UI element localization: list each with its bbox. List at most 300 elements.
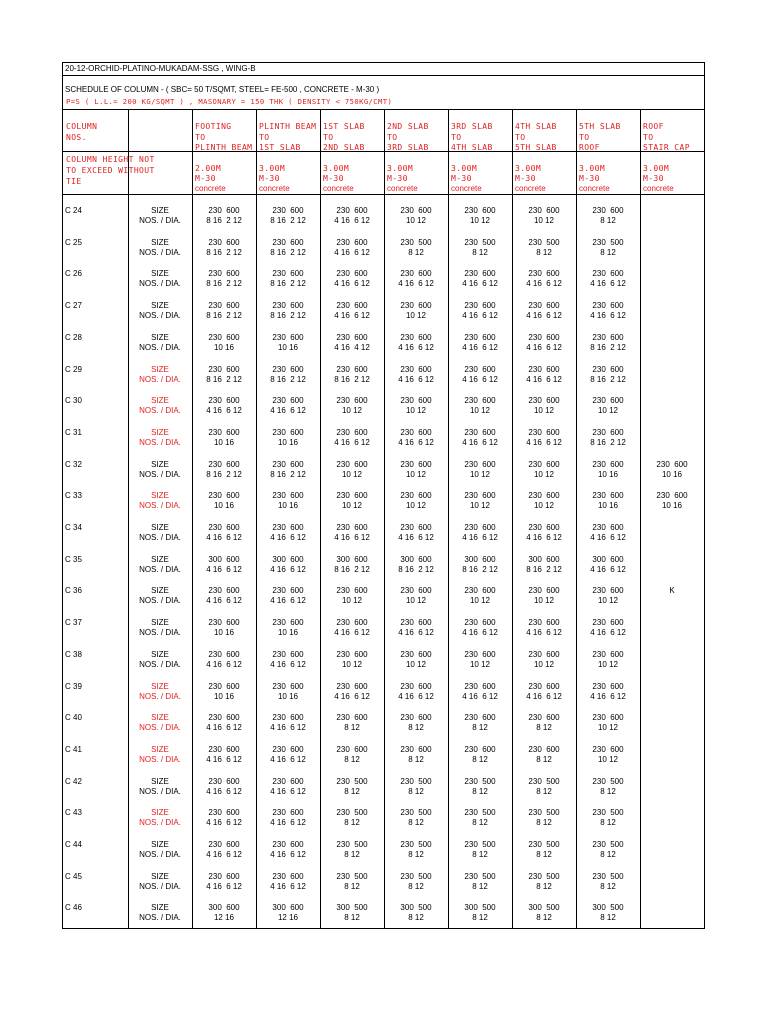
nos-dia-value: 4 16 6 12 bbox=[398, 438, 434, 447]
nos-dia-value: 10 12 bbox=[469, 216, 491, 225]
nos-dia-value: 8 16 2 12 bbox=[270, 311, 306, 320]
size-label: SIZE bbox=[151, 872, 169, 881]
column-id: C 35 bbox=[65, 555, 82, 564]
size-value: 300 600 bbox=[208, 903, 240, 912]
nos-dia-label: NOS. / DIA. bbox=[139, 343, 181, 352]
nos-dia-value: 8 16 2 12 bbox=[526, 565, 562, 574]
size-value: 230 600 bbox=[272, 586, 304, 595]
size-value: 230 600 bbox=[272, 269, 304, 278]
material-label: concrete bbox=[323, 184, 354, 193]
nos-dia-label: NOS. / DIA. bbox=[139, 248, 181, 257]
size-value: 230 600 bbox=[592, 460, 624, 469]
size-label: SIZE bbox=[151, 650, 169, 659]
nos-dia-value: 4 16 6 12 bbox=[334, 279, 370, 288]
size-value: 230 600 bbox=[528, 618, 560, 627]
nos-dia-value: 8 12 bbox=[536, 850, 552, 859]
size-value: 300 500 bbox=[592, 903, 624, 912]
column-id: C 42 bbox=[65, 777, 82, 786]
nos-dia-value: 8 12 bbox=[600, 248, 616, 257]
size-value: 230 500 bbox=[528, 238, 560, 247]
size-value: 230 600 bbox=[272, 777, 304, 786]
size-value: 230 600 bbox=[208, 491, 240, 500]
size-value: 230 600 bbox=[208, 682, 240, 691]
size-value: 230 600 bbox=[208, 460, 240, 469]
column-id: C 28 bbox=[65, 333, 82, 342]
size-value: 230 600 bbox=[272, 365, 304, 374]
schedule-spec: SCHEDULE OF COLUMN - ( SBC= 50 T/SQMT, STEEL= FE-500 , CONCRETE - M-30 ) bbox=[65, 85, 380, 94]
range-from-label: ROOF bbox=[643, 122, 664, 131]
size-value: 230 500 bbox=[400, 777, 432, 786]
grid-line bbox=[256, 109, 257, 928]
material-label: concrete bbox=[643, 184, 674, 193]
size-value: 230 500 bbox=[336, 840, 368, 849]
column-id: C 31 bbox=[65, 428, 82, 437]
material-label: concrete bbox=[579, 184, 610, 193]
grid-line bbox=[512, 109, 513, 928]
nos-dia-value: 10 12 bbox=[469, 501, 491, 510]
concrete-grade: M-30 bbox=[195, 174, 216, 183]
nos-dia-value: 8 16 2 12 bbox=[590, 343, 626, 352]
size-value: 230 600 bbox=[208, 428, 240, 437]
height-value: 2.00M bbox=[195, 164, 222, 173]
size-value: 230 600 bbox=[400, 460, 432, 469]
size-value: 300 500 bbox=[336, 903, 368, 912]
nos-dia-value: 8 12 bbox=[536, 723, 552, 732]
nos-dia-value: 4 16 6 12 bbox=[526, 533, 562, 542]
nos-dia-value: 4 16 6 12 bbox=[334, 248, 370, 257]
size-value: 230 600 bbox=[592, 428, 624, 437]
nos-dia-value: 8 12 bbox=[600, 818, 616, 827]
range-end-label: PLINTH BEAM bbox=[195, 143, 253, 152]
size-value: 230 600 bbox=[400, 586, 432, 595]
range-to-label: TO bbox=[643, 133, 654, 142]
nos-dia-value: 10 12 bbox=[469, 596, 491, 605]
material-label: concrete bbox=[195, 184, 226, 193]
grid-line bbox=[448, 109, 449, 928]
size-value: 230 600 bbox=[464, 586, 496, 595]
size-value: 230 600 bbox=[208, 650, 240, 659]
column-id: C 39 bbox=[65, 682, 82, 691]
size-value: 230 500 bbox=[464, 808, 496, 817]
nos-dia-value: 10 16 bbox=[277, 501, 299, 510]
nos-dia-value: 8 12 bbox=[536, 755, 552, 764]
size-value: 230 600 bbox=[208, 586, 240, 595]
nos-dia-value: 10 12 bbox=[533, 216, 555, 225]
nos-dia-value: 10 12 bbox=[597, 755, 619, 764]
size-value: 230 600 bbox=[272, 396, 304, 405]
nos-dia-value: 4 16 6 12 bbox=[270, 787, 306, 796]
size-value: 230 500 bbox=[400, 840, 432, 849]
size-value: 230 600 bbox=[336, 491, 368, 500]
nos-dia-value: 8 12 bbox=[600, 850, 616, 859]
nos-dia-value: 4 16 6 12 bbox=[270, 533, 306, 542]
nos-dia-value: 4 16 6 12 bbox=[526, 628, 562, 637]
nos-dia-value: 4 16 6 12 bbox=[462, 343, 498, 352]
nos-dia-value: 8 16 2 12 bbox=[206, 248, 242, 257]
size-value: 230 600 bbox=[400, 682, 432, 691]
nos-dia-value: 10 12 bbox=[341, 596, 363, 605]
size-value: 230 600 bbox=[272, 301, 304, 310]
column-id: C 34 bbox=[65, 523, 82, 532]
size-value: 230 600 bbox=[528, 206, 560, 215]
nos-dia-value: 4 16 6 12 bbox=[270, 660, 306, 669]
nos-dia-value: 8 12 bbox=[472, 723, 488, 732]
nos-dia-label: NOS. / DIA. bbox=[139, 470, 181, 479]
size-label: SIZE bbox=[151, 840, 169, 849]
nos-dia-value: 8 12 bbox=[600, 882, 616, 891]
height-value: 3.00M bbox=[451, 164, 478, 173]
nos-dia-value: 10 12 bbox=[405, 596, 427, 605]
size-value: 230 600 bbox=[336, 428, 368, 437]
nos-dia-value: 4 16 6 12 bbox=[398, 533, 434, 542]
concrete-grade: M-30 bbox=[387, 174, 408, 183]
nos-dia-value: 10 12 bbox=[469, 660, 491, 669]
size-value: 230 600 bbox=[464, 618, 496, 627]
size-value: 230 600 bbox=[272, 650, 304, 659]
size-label: SIZE bbox=[151, 523, 169, 532]
size-value: 230 500 bbox=[592, 238, 624, 247]
size-value: 230 600 bbox=[400, 396, 432, 405]
size-value: 230 600 bbox=[464, 460, 496, 469]
nos-dia-value: 8 16 2 12 bbox=[334, 565, 370, 574]
size-value: 230 600 bbox=[208, 618, 240, 627]
nos-dia-value: 8 16 2 12 bbox=[206, 216, 242, 225]
size-value: 230 600 bbox=[272, 428, 304, 437]
nos-dia-value: 12 16 bbox=[213, 913, 235, 922]
range-to-label: TO bbox=[195, 133, 206, 142]
size-value: 230 500 bbox=[464, 777, 496, 786]
nos-dia-value: 4 16 6 12 bbox=[462, 311, 498, 320]
nos-dia-label: NOS. / DIA. bbox=[139, 882, 181, 891]
nos-dia-value: 8 12 bbox=[408, 787, 424, 796]
size-label: SIZE bbox=[151, 396, 169, 405]
nos-dia-label: NOS. / DIA. bbox=[139, 723, 181, 732]
size-value: 230 600 bbox=[208, 333, 240, 342]
nos-dia-value: 12 16 bbox=[277, 913, 299, 922]
nos-dia-value: 10 12 bbox=[341, 470, 363, 479]
nos-dia-value: 4 16 6 12 bbox=[270, 850, 306, 859]
size-value: 230 500 bbox=[336, 872, 368, 881]
range-from-label: PLINTH BEAM bbox=[259, 122, 317, 131]
nos-dia-value: 10 16 bbox=[277, 438, 299, 447]
nos-dia-value: 10 12 bbox=[341, 406, 363, 415]
concrete-grade: M-30 bbox=[643, 174, 664, 183]
nos-dia-value: 4 16 6 12 bbox=[334, 438, 370, 447]
size-value: 230 600 bbox=[208, 206, 240, 215]
size-value: 230 600 bbox=[464, 396, 496, 405]
size-value: 230 600 bbox=[592, 333, 624, 342]
column-id: C 33 bbox=[65, 491, 82, 500]
nos-dia-value: 8 16 2 12 bbox=[206, 470, 242, 479]
concrete-grade: M-30 bbox=[579, 174, 600, 183]
size-value: 230 600 bbox=[272, 618, 304, 627]
range-end-label: 1ST SLAB bbox=[259, 143, 301, 152]
nos-dia-label: NOS. / DIA. bbox=[139, 787, 181, 796]
nos-dia-value: 4 16 6 12 bbox=[590, 533, 626, 542]
nos-dia-value: 4 16 6 12 bbox=[398, 628, 434, 637]
nos-dia-value: 4 16 6 12 bbox=[270, 723, 306, 732]
size-value: 230 500 bbox=[400, 872, 432, 881]
nos-dia-value: 10 16 bbox=[661, 501, 683, 510]
size-value: 230 600 bbox=[400, 523, 432, 532]
size-label: SIZE bbox=[151, 618, 169, 627]
nos-dia-label: NOS. / DIA. bbox=[139, 501, 181, 510]
nos-dia-value: 10 16 bbox=[597, 501, 619, 510]
size-value: 230 600 bbox=[336, 713, 368, 722]
nos-dia-label: NOS. / DIA. bbox=[139, 406, 181, 415]
nos-dia-label: NOS. / DIA. bbox=[139, 596, 181, 605]
size-value: 230 600 bbox=[400, 650, 432, 659]
nos-dia-value: 4 16 6 12 bbox=[462, 628, 498, 637]
grid-line bbox=[576, 109, 577, 928]
nos-dia-value: 4 16 6 12 bbox=[334, 311, 370, 320]
nos-dia-value: 4 16 6 12 bbox=[526, 343, 562, 352]
size-value: 230 500 bbox=[464, 238, 496, 247]
size-label: SIZE bbox=[151, 745, 169, 754]
nos-dia-value: 8 12 bbox=[472, 787, 488, 796]
range-end-label: STAIR CAP bbox=[643, 143, 690, 152]
nos-dia-value: 10 16 bbox=[213, 692, 235, 701]
nos-dia-value: 8 12 bbox=[344, 850, 360, 859]
size-value: 230 600 bbox=[336, 206, 368, 215]
size-label: SIZE bbox=[151, 491, 169, 500]
size-value: 230 600 bbox=[336, 586, 368, 595]
nos-dia-label: NOS. / DIA. bbox=[139, 311, 181, 320]
size-value: 300 600 bbox=[272, 903, 304, 912]
nos-dia-value: 10 12 bbox=[405, 660, 427, 669]
nos-dia-value: 8 16 2 12 bbox=[270, 375, 306, 384]
height-value: 3.00M bbox=[579, 164, 606, 173]
size-value: 230 600 bbox=[400, 269, 432, 278]
nos-dia-value: 4 16 6 12 bbox=[270, 596, 306, 605]
range-from-label: 4TH SLAB bbox=[515, 122, 557, 131]
nos-dia-value: 4 16 6 12 bbox=[462, 438, 498, 447]
nos-dia-value: 4 16 6 12 bbox=[206, 850, 242, 859]
size-value: 300 600 bbox=[272, 555, 304, 564]
size-value: 300 600 bbox=[528, 555, 560, 564]
nos-dia-value: 4 16 6 12 bbox=[270, 755, 306, 764]
size-value: 230 600 bbox=[464, 333, 496, 342]
nos-dia-label: NOS. / DIA. bbox=[139, 438, 181, 447]
size-value: 230 500 bbox=[528, 840, 560, 849]
nos-dia-value: 10 16 bbox=[213, 628, 235, 637]
nos-dia-value: 8 12 bbox=[408, 913, 424, 922]
nos-dia-value: 4 16 6 12 bbox=[334, 692, 370, 701]
size-value: 230 600 bbox=[272, 713, 304, 722]
size-value: 230 500 bbox=[592, 840, 624, 849]
size-value: 230 600 bbox=[592, 713, 624, 722]
nos-dia-value: 8 12 bbox=[344, 755, 360, 764]
size-value: 230 600 bbox=[208, 713, 240, 722]
height-value: 3.00M bbox=[643, 164, 670, 173]
size-value: 230 600 bbox=[656, 460, 688, 469]
size-value: 230 600 bbox=[400, 206, 432, 215]
nos-dia-value: 8 16 2 12 bbox=[270, 470, 306, 479]
nos-dia-value: 8 12 bbox=[472, 913, 488, 922]
height-limit-label: TO EXCEED WITHOUT bbox=[66, 166, 155, 175]
material-label: concrete bbox=[387, 184, 418, 193]
nos-dia-value: 8 16 2 12 bbox=[270, 216, 306, 225]
nos-dia-label: NOS. / DIA. bbox=[139, 565, 181, 574]
size-label: SIZE bbox=[151, 903, 169, 912]
nos-dia-label: NOS. / DIA. bbox=[139, 818, 181, 827]
size-value: 300 600 bbox=[208, 555, 240, 564]
column-id: C 36 bbox=[65, 586, 82, 595]
concrete-grade: M-30 bbox=[515, 174, 536, 183]
divider bbox=[63, 75, 704, 76]
nos-dia-label: NOS. / DIA. bbox=[139, 628, 181, 637]
nos-dia-value: 8 16 2 12 bbox=[590, 438, 626, 447]
nos-dia-value: 4 16 6 12 bbox=[334, 628, 370, 637]
range-end-label: ROOF bbox=[579, 143, 600, 152]
nos-dia-value: 10 12 bbox=[597, 596, 619, 605]
nos-dia-value: 4 16 6 12 bbox=[462, 692, 498, 701]
size-value: 230 600 bbox=[336, 365, 368, 374]
range-from-label: FOOTING bbox=[195, 122, 232, 131]
size-value: 230 600 bbox=[592, 618, 624, 627]
range-from-label: 2ND SLAB bbox=[387, 122, 429, 131]
nos-dia-label: NOS. / DIA. bbox=[139, 533, 181, 542]
nos-dia-value: 10 12 bbox=[533, 470, 555, 479]
column-id: C 26 bbox=[65, 269, 82, 278]
range-end-label: 5TH SLAB bbox=[515, 143, 557, 152]
grid-line bbox=[320, 109, 321, 928]
size-value: 230 600 bbox=[272, 523, 304, 532]
size-value: 300 500 bbox=[528, 903, 560, 912]
size-value: 230 600 bbox=[336, 523, 368, 532]
nos-dia-value: 4 16 6 12 bbox=[462, 279, 498, 288]
size-value: 230 600 bbox=[272, 460, 304, 469]
nos-dia-value: 8 12 bbox=[408, 723, 424, 732]
size-value: 230 600 bbox=[528, 713, 560, 722]
nos-dia-value: 10 12 bbox=[597, 660, 619, 669]
nos-dia-value: 8 12 bbox=[472, 818, 488, 827]
size-value: 230 600 bbox=[592, 745, 624, 754]
nos-dia-value: 10 16 bbox=[213, 438, 235, 447]
nos-dia-value: 8 16 2 12 bbox=[206, 279, 242, 288]
nos-dia-value: 4 16 6 12 bbox=[398, 279, 434, 288]
nos-dia-value: 10 16 bbox=[277, 692, 299, 701]
size-value: 230 600 bbox=[528, 428, 560, 437]
concrete-grade: M-30 bbox=[259, 174, 280, 183]
nos-dia-value: 10 16 bbox=[277, 628, 299, 637]
size-value: 230 500 bbox=[400, 808, 432, 817]
nos-dia-value: 8 12 bbox=[344, 913, 360, 922]
nos-dia-value: 4 16 6 12 bbox=[398, 375, 434, 384]
nos-dia-value: 8 12 bbox=[536, 818, 552, 827]
nos-dia-value: 4 16 6 12 bbox=[206, 723, 242, 732]
size-value: 230 600 bbox=[592, 206, 624, 215]
nos-dia-value: 8 12 bbox=[600, 787, 616, 796]
column-id: C 41 bbox=[65, 745, 82, 754]
size-value: 230 600 bbox=[528, 301, 560, 310]
size-value: 230 500 bbox=[592, 872, 624, 881]
nos-dia-label: NOS. / DIA. bbox=[139, 375, 181, 384]
range-to-label: TO bbox=[579, 133, 590, 142]
material-label: concrete bbox=[515, 184, 546, 193]
size-value: 230 600 bbox=[336, 460, 368, 469]
grid-line bbox=[192, 109, 193, 928]
size-label: SIZE bbox=[151, 713, 169, 722]
height-value: 3.00M bbox=[515, 164, 542, 173]
size-value: 230 600 bbox=[464, 428, 496, 437]
nos-dia-label: NOS. / DIA. bbox=[139, 216, 181, 225]
nos-dia-value: 4 16 6 12 bbox=[270, 818, 306, 827]
size-value: 230 600 bbox=[528, 396, 560, 405]
size-label: SIZE bbox=[151, 777, 169, 786]
nos-dia-value: 4 16 6 12 bbox=[526, 279, 562, 288]
size-value: 230 600 bbox=[208, 301, 240, 310]
size-label: SIZE bbox=[151, 333, 169, 342]
nos-dia-value: 8 12 bbox=[600, 913, 616, 922]
size-value: 230 600 bbox=[592, 682, 624, 691]
nos-dia-value: 10 16 bbox=[213, 501, 235, 510]
column-header-label: COLUMN bbox=[66, 122, 98, 131]
nos-dia-value: 10 12 bbox=[597, 723, 619, 732]
size-value: 230 600 bbox=[592, 586, 624, 595]
height-value: 3.00M bbox=[387, 164, 414, 173]
concrete-grade: M-30 bbox=[451, 174, 472, 183]
size-value: 230 600 bbox=[528, 460, 560, 469]
nos-dia-value: 8 12 bbox=[536, 882, 552, 891]
range-end-label: 3RD SLAB bbox=[387, 143, 429, 152]
nos-dia-value: 10 12 bbox=[405, 406, 427, 415]
nos-dia-value: 4 16 6 12 bbox=[590, 565, 626, 574]
nos-dia-value: 4 16 6 12 bbox=[270, 882, 306, 891]
nos-dia-value: 8 16 2 12 bbox=[270, 248, 306, 257]
size-value: 230 600 bbox=[464, 269, 496, 278]
nos-dia-value: 8 16 2 12 bbox=[334, 375, 370, 384]
column-id: C 24 bbox=[65, 206, 82, 215]
size-value: 230 600 bbox=[592, 269, 624, 278]
size-label: SIZE bbox=[151, 238, 169, 247]
nos-dia-value: 8 16 2 12 bbox=[398, 565, 434, 574]
size-value: 230 600 bbox=[464, 206, 496, 215]
size-value: 230 600 bbox=[464, 713, 496, 722]
size-label: SIZE bbox=[151, 206, 169, 215]
size-value: K bbox=[669, 586, 675, 595]
column-id: C 45 bbox=[65, 872, 82, 881]
nos-dia-value: 4 16 4 12 bbox=[334, 343, 370, 352]
size-label: SIZE bbox=[151, 682, 169, 691]
nos-dia-value: 4 16 6 12 bbox=[462, 375, 498, 384]
size-value: 300 600 bbox=[464, 555, 496, 564]
size-value: 230 600 bbox=[272, 682, 304, 691]
nos-dia-label: NOS. / DIA. bbox=[139, 755, 181, 764]
nos-dia-value: 8 12 bbox=[408, 882, 424, 891]
nos-dia-value: 4 16 6 12 bbox=[398, 692, 434, 701]
height-value: 3.00M bbox=[259, 164, 286, 173]
nos-dia-value: 8 12 bbox=[408, 818, 424, 827]
nos-dia-value: 10 12 bbox=[405, 311, 427, 320]
size-value: 230 600 bbox=[464, 682, 496, 691]
column-id: C 44 bbox=[65, 840, 82, 849]
size-value: 230 500 bbox=[528, 872, 560, 881]
size-value: 230 600 bbox=[592, 491, 624, 500]
size-value: 230 600 bbox=[592, 396, 624, 405]
nos-dia-value: 8 12 bbox=[536, 787, 552, 796]
nos-dia-value: 10 12 bbox=[341, 660, 363, 669]
range-from-label: 1ST SLAB bbox=[323, 122, 365, 131]
nos-dia-label: NOS. / DIA. bbox=[139, 692, 181, 701]
size-value: 230 600 bbox=[400, 745, 432, 754]
column-id: C 38 bbox=[65, 650, 82, 659]
size-value: 230 600 bbox=[528, 491, 560, 500]
size-value: 230 600 bbox=[272, 333, 304, 342]
size-value: 300 500 bbox=[464, 903, 496, 912]
size-value: 230 600 bbox=[336, 269, 368, 278]
size-value: 230 600 bbox=[272, 206, 304, 215]
